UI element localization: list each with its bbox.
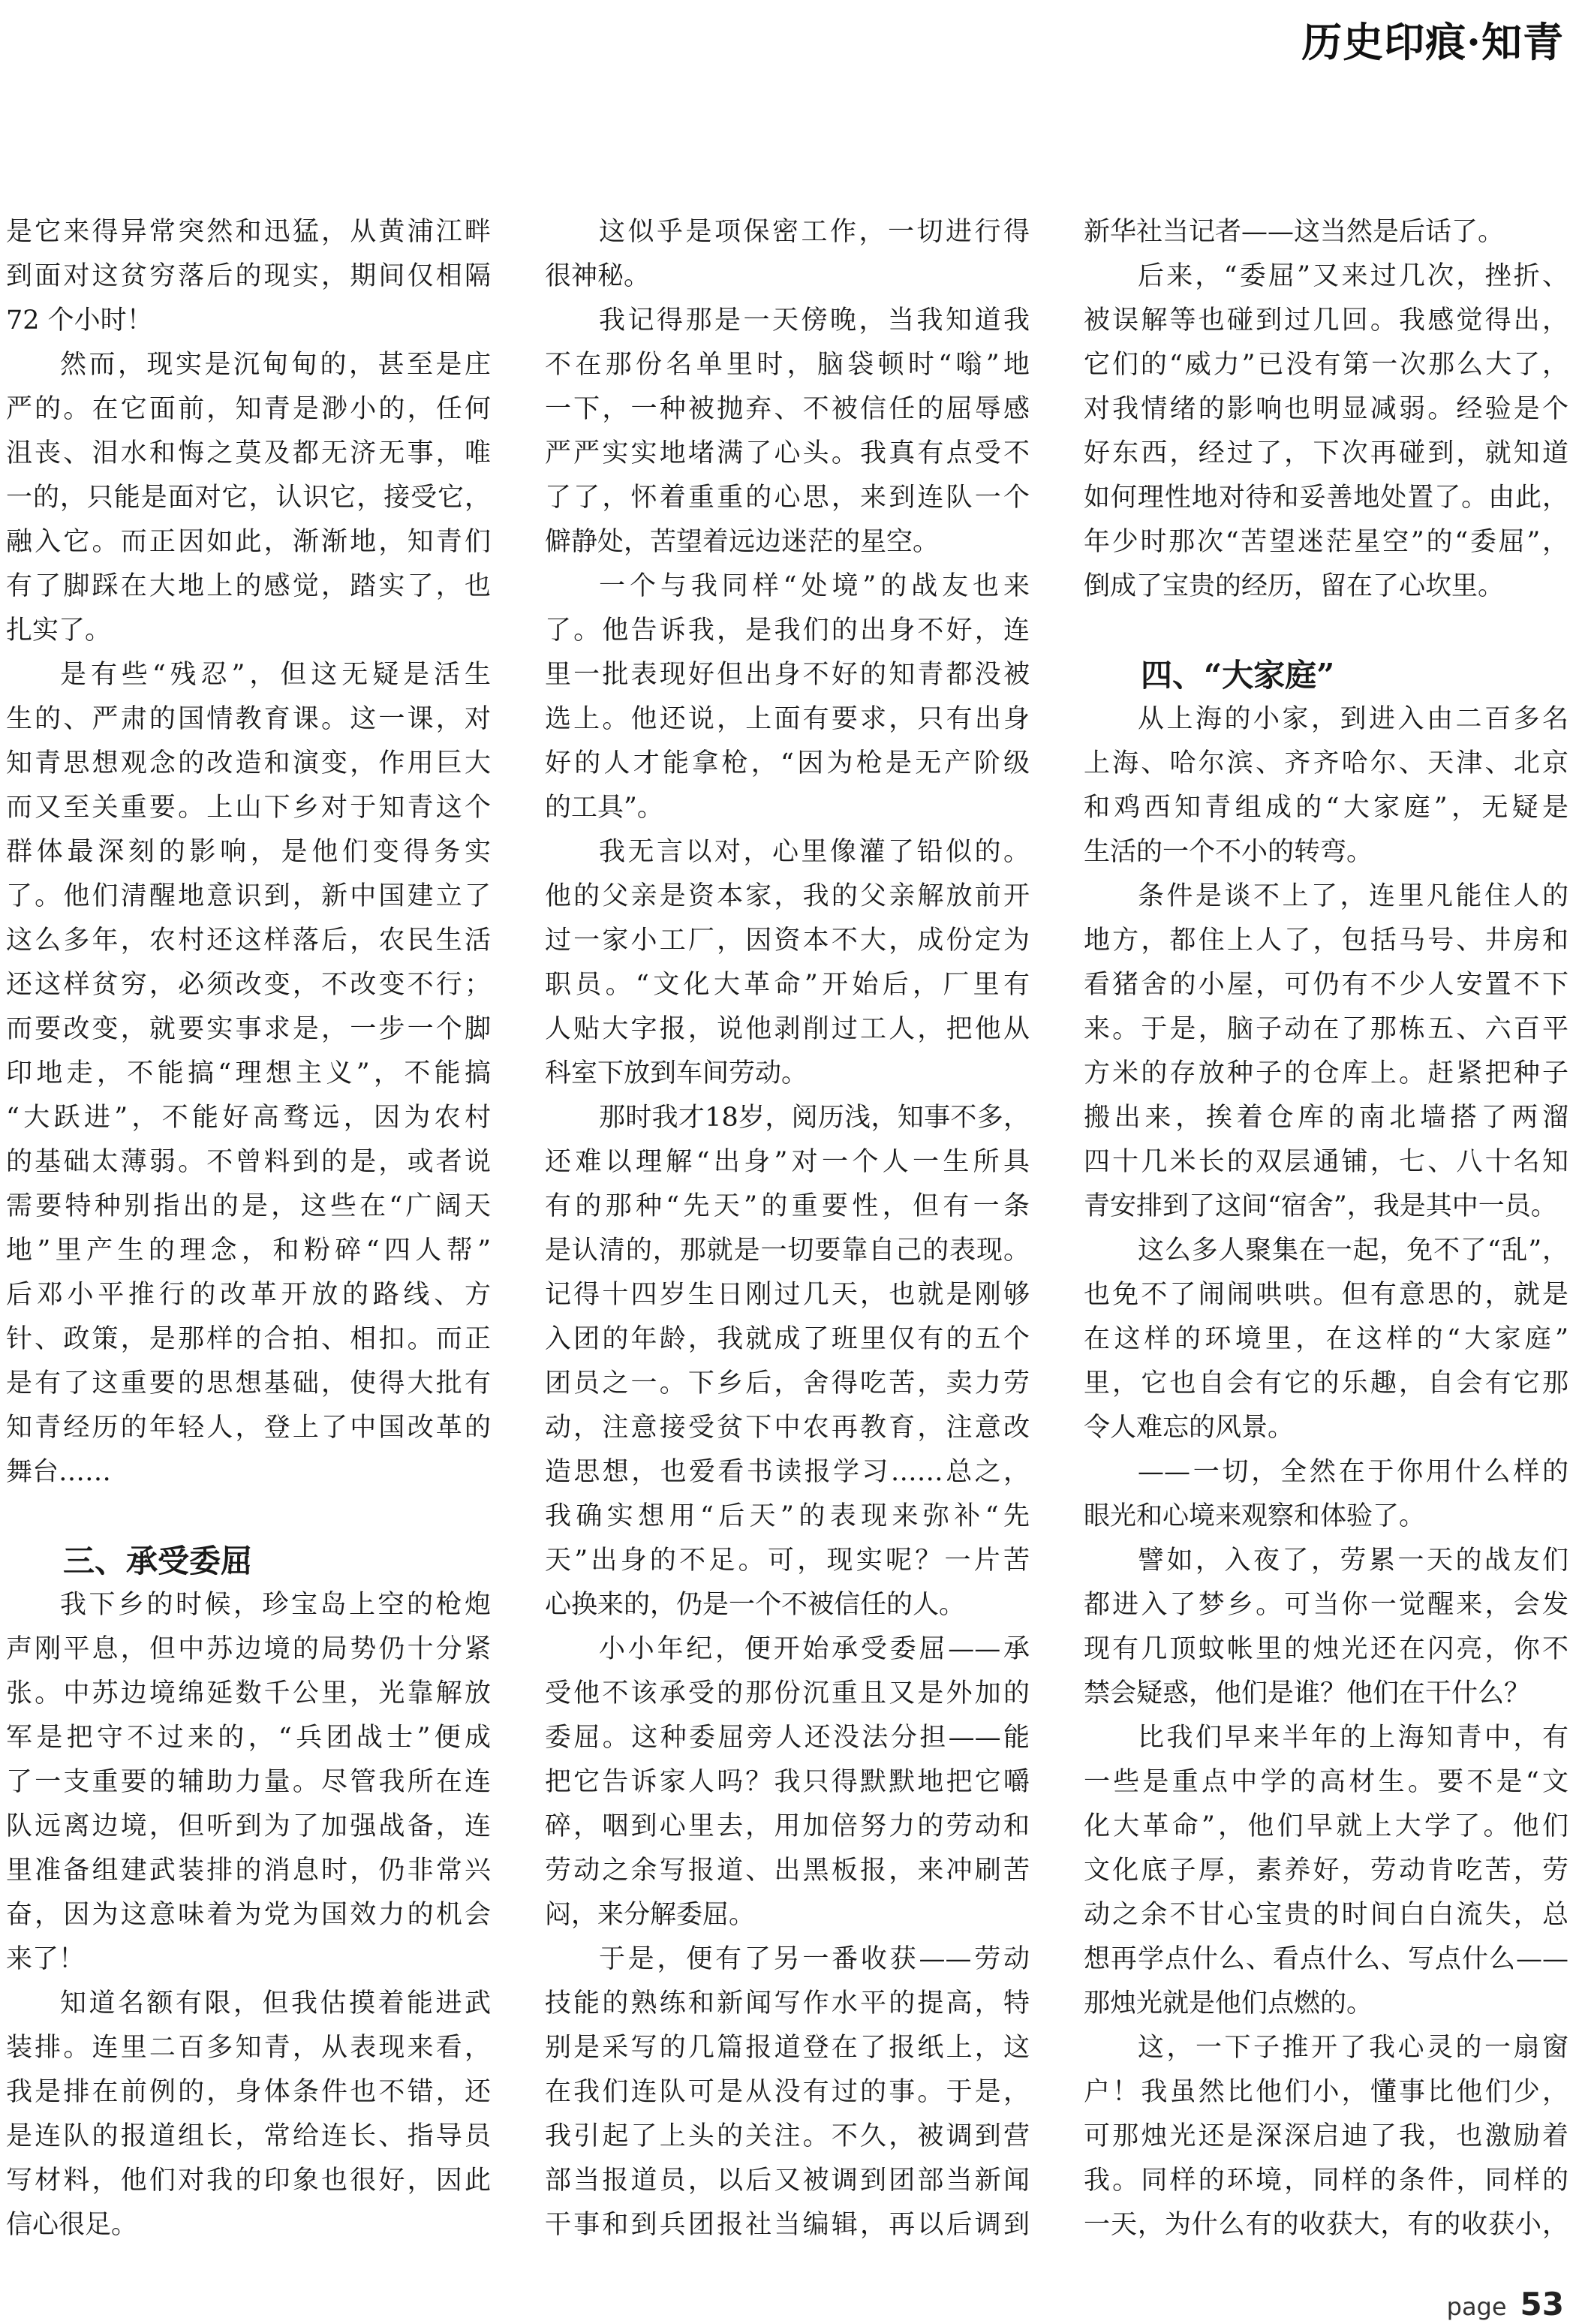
paragraph [6,1982,491,2247]
text-line: 一些是重点中学的高材生。要不是“文 [1084,1767,1568,1797]
text-line: 一天，为什么有的收获大，有的收获小， [1084,2210,1568,2240]
paragraph [545,564,1030,830]
paragraph [6,343,491,653]
text-line: 写材料，他们对我的印象也很好，因此 [6,2166,491,2196]
text-line: 技能的熟练和新闻写作水平的提高，特 [545,1988,1030,2018]
text-line: 把它告诉家人吗？我只得默默地把它嚼 [545,1767,1030,1797]
text-line: 那时我才18岁，阅历浅，知事不多， [599,1103,1030,1133]
text-line: 在我们连队可是从没有过的事。于是， [545,2077,1030,2107]
paragraph [1084,697,1568,875]
text-line: 还难以理解“出身”对一个人一生所具 [545,1147,1030,1177]
paragraph-spacer [1084,609,1568,653]
text-line: 严的。在它面前，知青是渺小的，任何 [6,394,491,424]
text-line: 的工具”。 [545,793,663,823]
text-line: 一个与我同样“处境”的战友也来 [599,571,1030,601]
text-line: 动，注意接受贫下中农再教育，注意改 [545,1413,1030,1443]
text-line: 碎，咽到心里去，用加倍努力的劳动和 [545,1811,1030,1841]
text-line: 军是把守不过来的，“兵团战士”便成 [6,1723,491,1753]
text-line: ——一切，全然在于你用什么样的 [1138,1457,1568,1487]
paragraph [545,210,1030,299]
text-line: 了。他告诉我，是我们的出身不好，连 [545,616,1030,646]
heading-text: 三、承受委屈 [63,1543,253,1579]
text-line: 都进入了梦乡。可当你一觉醒来，会发 [1084,1590,1568,1620]
text-line: 的基础太薄弱。不曾料到的是，或者说 [6,1147,491,1177]
text-line: 它们的“威力”已没有第一次那么大了， [1084,350,1568,380]
text-line: 禁会疑惑，他们是谁？他们在干什么？ [1084,1678,1531,1708]
text-line: 地方，都住上人了，包括马号、井房和 [1084,926,1568,956]
heading-text: 四、“大家庭” [1141,657,1335,694]
article-column-2 [545,210,1030,2247]
text-line: 需要特种别指出的是，这些在“广阔天 [6,1191,491,1221]
page-label: page [1446,2292,1507,2321]
text-line: 我。同样的环境，同样的条件，同样的 [1084,2166,1568,2196]
text-line: 我是排在前例的，身体条件也不错，还 [6,2077,491,2107]
text-line: 化大革命”，他们早就上大学了。他们 [1084,1811,1568,1841]
text-line: 劳动之余写报道、出黑板报，来冲刷苦 [545,1856,1030,1886]
paragraph [545,299,1030,564]
text-line: 是它来得异常突然和迅猛，从黄浦江畔 [6,217,491,247]
text-line: 来了！ [6,1944,86,1974]
text-line: 我无言以对，心里像灌了铅似的。 [599,837,1030,867]
page-number: 53 [1520,2286,1564,2322]
text-line: 知青经历的年轻人，登上了中国改革的 [6,1413,491,1443]
text-line: 青安排到了这间“宿舍”，我是其中一员。 [1084,1191,1557,1221]
text-line: 好东西，经过了，下次再碰到，就知道 [1084,438,1568,468]
text-line: 好的人才能拿枪，“因为枪是无产阶级 [545,748,1030,778]
text-line: 倒成了宝贵的经历，留在了心坎里。 [1084,571,1505,601]
text-line: 是有些“残忍”，但这无疑是活生 [60,660,491,690]
paragraph [6,1583,491,1982]
text-line: 很神秘。 [545,261,651,291]
text-line: 动之余不甘心宝贵的时间白白流失，总 [1084,1900,1568,1930]
text-line: 科室下放到车间劳动。 [545,1058,808,1088]
text-line: 了了，怀着重重的心思，来到连队一个 [545,483,1030,513]
text-line: 方米的存放种子的仓库上。赶紧把种子 [1084,1058,1568,1088]
text-line: 里准备组建武装排的消息时，仍非常兴 [6,1856,491,1886]
text-line: 年少时那次“苦望迷茫星空”的“委屈”， [1084,527,1568,557]
text-line: 我引起了上头的关注。不久，被调到营 [545,2121,1030,2151]
text-line: 张。中苏边境绵延数千公里，光靠解放 [6,1678,491,1708]
text-line: 了。他们清醒地意识到，新中国建立了 [6,881,491,911]
text-line: 条件是谈不上了，连里凡能住人的 [1138,881,1568,911]
text-line: 是有了这重要的思想基础，使得大批有 [6,1368,491,1398]
text-line: 上海、哈尔滨、齐齐哈尔、天津、北京 [1084,748,1568,778]
section-header: 历史印痕·知青 [1301,18,1564,66]
text-line: 到面对这贫穷落后的现实，期间仅相隔 [6,261,491,291]
paragraph [1084,2026,1568,2247]
text-line: 记得十四岁生日刚过几天，也就是刚够 [545,1280,1030,1310]
text-line: 地”里产生的理念，和粉碎“四人帮” [6,1236,491,1266]
text-line: 和鸡西知青组成的“大家庭”，无疑是 [1084,793,1568,823]
text-line: 我记得那是一天傍晚，当我知道我 [599,306,1030,336]
text-line: 户！我虽然比他们小，懂事比他们少， [1084,2077,1568,2107]
text-line: 72 个小时！ [6,306,153,336]
text-line: 从上海的小家，到进入由二百多名 [1138,704,1568,734]
text-line: 一的，只能是面对它，认识它，接受它， [6,483,491,513]
text-line: 别是采写的几篇报道登在了报纸上，这 [545,2033,1030,2063]
text-line: 不在那份名单里时，脑袋顿时“嗡”地 [545,350,1030,380]
text-line: 委屈。这种委屈旁人还没法分担——能 [545,1723,1030,1753]
paragraph [545,1096,1030,1627]
article-column-1 [6,210,491,2247]
text-line: 过一家小工厂，因资本不大，成份定为 [545,926,1030,956]
text-line: 造思想，也爱看书读报学习……总之， [545,1457,1030,1487]
text-line: 知道名额有限，但我估摸着能进武 [60,1988,491,2018]
text-line: 还这样贫穷，必须改变，不改变不行； [6,970,491,1000]
paragraph [1084,1716,1568,2026]
paragraph [545,830,1030,1096]
text-line: 里一批表现好但出身不好的知青都没被 [545,660,1030,690]
paragraph [545,1627,1030,1937]
section-heading [6,1539,491,1583]
text-line: 舞台…… [6,1457,112,1487]
text-line: 里，它也自会有它的乐趣，自会有它那 [1084,1368,1568,1398]
paragraph [6,210,491,343]
text-line: 选上。他还说，上面有要求，只有出身 [545,704,1030,734]
text-line: 而要改变，就要实事求是，一步一个脚 [6,1014,491,1044]
text-line: 生活的一个不小的转弯。 [1084,837,1373,867]
text-line: 团员之一。下乡后，舍得吃苦，卖力劳 [545,1368,1030,1398]
article-column-3 [1084,210,1568,2247]
text-line: 装排。连里二百多知青，从表现来看， [6,2033,491,2063]
text-line: 群体最深刻的影响，是他们变得务实 [6,837,491,867]
text-line: 我确实想用“后天”的表现来弥补“先 [545,1501,1030,1531]
text-line: 受他不该承受的那份沉重且又是外加的 [545,1678,1030,1708]
paragraph [1084,254,1568,609]
text-line: 有的那种“先天”的重要性，但有一条 [545,1191,1030,1221]
text-line: “大跃进”，不能好高骛远，因为农村 [6,1103,491,1133]
text-line: 奋，因为这意味着为党为国效力的机会 [6,1900,491,1930]
page-footer [1447,2286,1564,2322]
text-line: 针、政策，是那样的合拍、相扣。而正 [6,1324,491,1354]
text-line: 天”出身的不足。可，现实呢？一片苦 [545,1546,1030,1576]
text-line: 人贴大字报，说他剥削过工人，把他从 [545,1014,1030,1044]
text-line: 想再学点什么、看点什么、写点什么—— [1084,1944,1568,1974]
paragraph [1084,1450,1568,1539]
text-line: 闷，来分解委屈。 [545,1900,756,1930]
text-line: 文化底子厚，素养好，劳动肯吃苦，劳 [1084,1856,1568,1886]
text-line: 职员。“文化大革命”开始后，厂里有 [545,970,1030,1000]
paragraph [1084,210,1568,254]
text-line: 后来，“委屈”又来过几次，挫折、 [1138,261,1568,291]
text-line: 后邓小平推行的改革开放的路线、方 [6,1280,491,1310]
paragraph [1084,1229,1568,1450]
text-line: 譬如，入夜了，劳累一天的战友们 [1138,1546,1568,1576]
text-line: 如何理性地对待和妥善地处置了。由此， [1084,483,1568,513]
text-line: 四十几米长的双层通铺，七、八十名知 [1084,1147,1568,1177]
text-line: 小小年纪，便开始承受委屈——承 [599,1634,1030,1664]
text-line: 队远离边境，但听到为了加强战备，连 [6,1811,491,1841]
text-line: 来。于是，脑子动在了那栋五、六百平 [1084,1014,1568,1044]
text-line: 心换来的，仍是一个不被信任的人。 [545,1590,966,1620]
text-line: 僻静处，苦望着远边迷茫的星空。 [545,527,940,557]
text-line: 是连队的报道组长，常给连长、指导员 [6,2121,491,2151]
text-line: 对我情绪的影响也明显减弱。经验是个 [1084,394,1568,424]
text-line: 也免不了闹闹哄哄。但有意思的，就是 [1084,1280,1568,1310]
text-line: 知青思想观念的改造和演变，作用巨大 [6,748,491,778]
text-line: 而又至关重要。上山下乡对于知青这个 [6,793,491,823]
text-line: 这似乎是项保密工作，一切进行得 [599,217,1030,247]
text-line: 印地走，不能搞“理想主义”，不能搞 [6,1058,491,1088]
text-line: 然而，现实是沉甸甸的，甚至是庄 [60,350,491,380]
text-line: 有了脚踩在大地上的感觉，踏实了，也 [6,571,491,601]
text-line: 沮丧、泪水和悔之莫及都无济无事，唯 [6,438,491,468]
text-line: 新华社当记者——这当然是后话了。 [1084,217,1505,247]
text-line: 现有几顶蚊帐里的烛光还在闪亮，你不 [1084,1634,1568,1664]
paragraph [545,1937,1030,2247]
text-line: 信心很足。 [6,2210,138,2240]
paragraph [6,653,491,1495]
text-line: 入团的年龄，我就成了班里仅有的五个 [545,1324,1030,1354]
text-line: 扎实了。 [6,616,112,646]
text-line: 眼光和心境来观察和体验了。 [1084,1501,1426,1531]
text-line: 这，一下子推开了我心灵的一扇窗 [1138,2033,1568,2063]
text-line: 部当报道员，以后又被调到团部当新闻 [545,2166,1030,2196]
text-line: 这么多人聚集在一起，免不了“乱”， [1138,1236,1568,1266]
text-line: 比我们早来半年的上海知青中，有 [1138,1723,1568,1753]
text-line: 一下，一种被抛弃、不被信任的屈辱感 [545,394,1030,424]
text-line: 这么多年，农村还这样落后，农民生活 [6,926,491,956]
text-line: 是认清的，那就是一切要靠自己的表现。 [545,1236,1030,1266]
text-line: 他的父亲是资本家，我的父亲解放前开 [545,881,1030,911]
text-line: 我下乡的时候，珍宝岛上空的枪炮 [60,1590,491,1620]
text-line: 干事和到兵团报社当编辑，再以后调到 [545,2210,1030,2240]
paragraph [1084,1539,1568,1716]
paragraph-spacer [6,1495,491,1539]
paragraph [1084,875,1568,1229]
text-line: 声刚平息，但中苏边境的局势仍十分紧 [6,1634,491,1664]
text-line: 可那烛光还是深深启迪了我，也激励着 [1084,2121,1568,2151]
text-line: 看猪舍的小屋，可仍有不少人安置不下 [1084,970,1568,1000]
text-line: 生的、严肃的国情教育课。这一课，对 [6,704,491,734]
text-line: 严严实实地堵满了心头。我真有点受不 [545,438,1030,468]
text-line: 那烛光就是他们点燃的。 [1084,1988,1373,2018]
text-line: 令人难忘的风景。 [1084,1413,1295,1443]
section-heading [1084,653,1568,697]
text-line: 被误解等也碰到过几回。我感觉得出， [1084,306,1568,336]
text-line: 于是，便有了另一番收获——劳动 [599,1944,1030,1974]
text-line: 搬出来，挨着仓库的南北墙搭了两溜 [1084,1103,1568,1133]
text-line: 了一支重要的辅助力量。尽管我所在连 [6,1767,491,1797]
text-line: 在这样的环境里，在这样的“大家庭” [1084,1324,1568,1354]
text-line: 融入它。而正因如此，渐渐地，知青们 [6,527,491,557]
